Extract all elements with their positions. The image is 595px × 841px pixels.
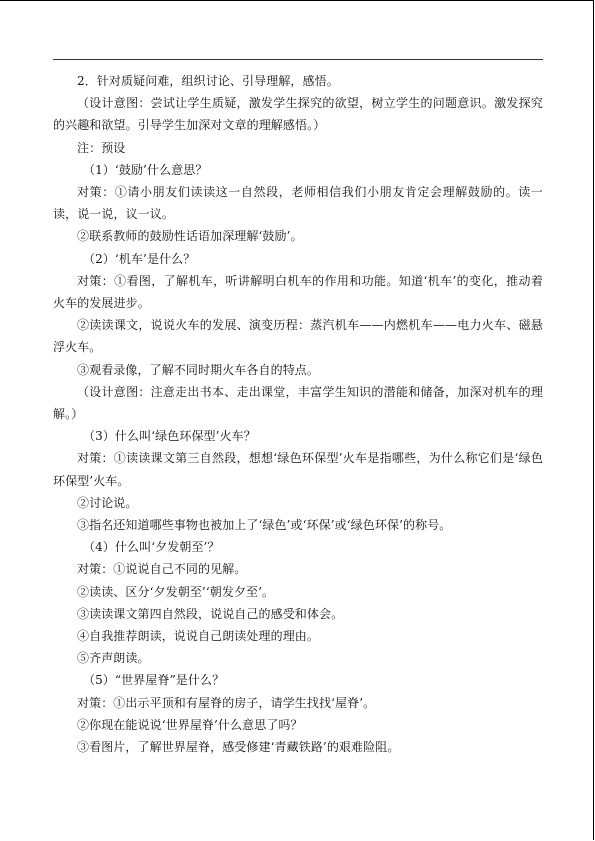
strategy-text: ②读读课文，说说火车的发展、演变历程：蒸汽机车——内燃机车——电力火车、磁悬浮火车。 [53,318,543,355]
strategy-text: 对策：①说说自己不同的见解。 [77,562,247,577]
preset-label: 注：预设 [77,140,126,155]
strategy-text: ③读读课文第四自然段，说说自己的感受和体会。 [77,606,344,621]
strategy-text: ②读读、区分‘夕发朝至’‘朝发夕至’。 [77,584,275,599]
strategy-text: ③观看录像，了解不同时期火车各自的特点。 [77,362,320,377]
strategy-text: 对策：①出示平顶和有屋脊的房子，请学生找找‘屋脊’。 [77,695,376,710]
question-1: （1）‘鼓励’什么意思？ [83,162,208,177]
strategy-text: 对策：①读读课文第三自然段，想想‘绿色环保型’火车是指哪些，为什么称它们是‘绿色环保型’火车。 [53,451,543,488]
document-body [53,70,543,758]
strategy-text: ⑤齐声朗读。 [77,651,150,666]
strategy-text: ③指名还知道哪些事物也被加上了‘绿色’或‘环保’或‘绿色环保’的称号。 [77,518,452,533]
strategy-text: ②讨论说。 [77,495,138,510]
strategy-text: 对策：①请小朋友们读读这一自然段，老师相信我们小朋友肯定会理解鼓励的。读一读，说一说，议一议。 [53,185,543,222]
strategy-text: ②联系教师的鼓励性话语加深理解‘鼓励’。 [77,229,303,244]
strategy-text: 对策：①看图，了解机车，听讲解明白机车的作用和功能。知道‘机车’的变化，推动着火车的发展进步。 [53,273,543,311]
strategy-text: ④自我推荐朗读，说说自己朗读处理的理由。 [77,629,320,644]
design-intent-note: （设计意图：尝试让学生质疑，激发学生探究的欲望，树立学生的问题意识。激发探究的兴趣和欲望。引导学生加深对文章的理解感悟。） [53,96,543,133]
question-2: （2）‘机车’是什么？ [83,251,196,266]
design-intent-note: （设计意图：注意走出书本、走出课堂，丰富学生知识的潜能和储备，加深对机车的理解。） [53,384,543,422]
question-3: （3）什么叫‘绿色环保型’火车？ [83,429,256,444]
strategy-text: ②你现在能说说‘世界屋脊’什么意思了吗？ [77,717,303,732]
header-rule [53,59,543,60]
section-heading: 2．针对质疑问难，组织讨论、引导理解，感悟。 [77,74,339,88]
strategy-text: ③看图片，了解世界屋脊，感受修建‘青藏铁路’的艰难险阻。 [77,740,400,755]
question-4: （4）什么叫‘夕发朝至’？ [83,540,220,555]
question-5: （5）“世界屋脊”是什么？ [83,673,225,688]
